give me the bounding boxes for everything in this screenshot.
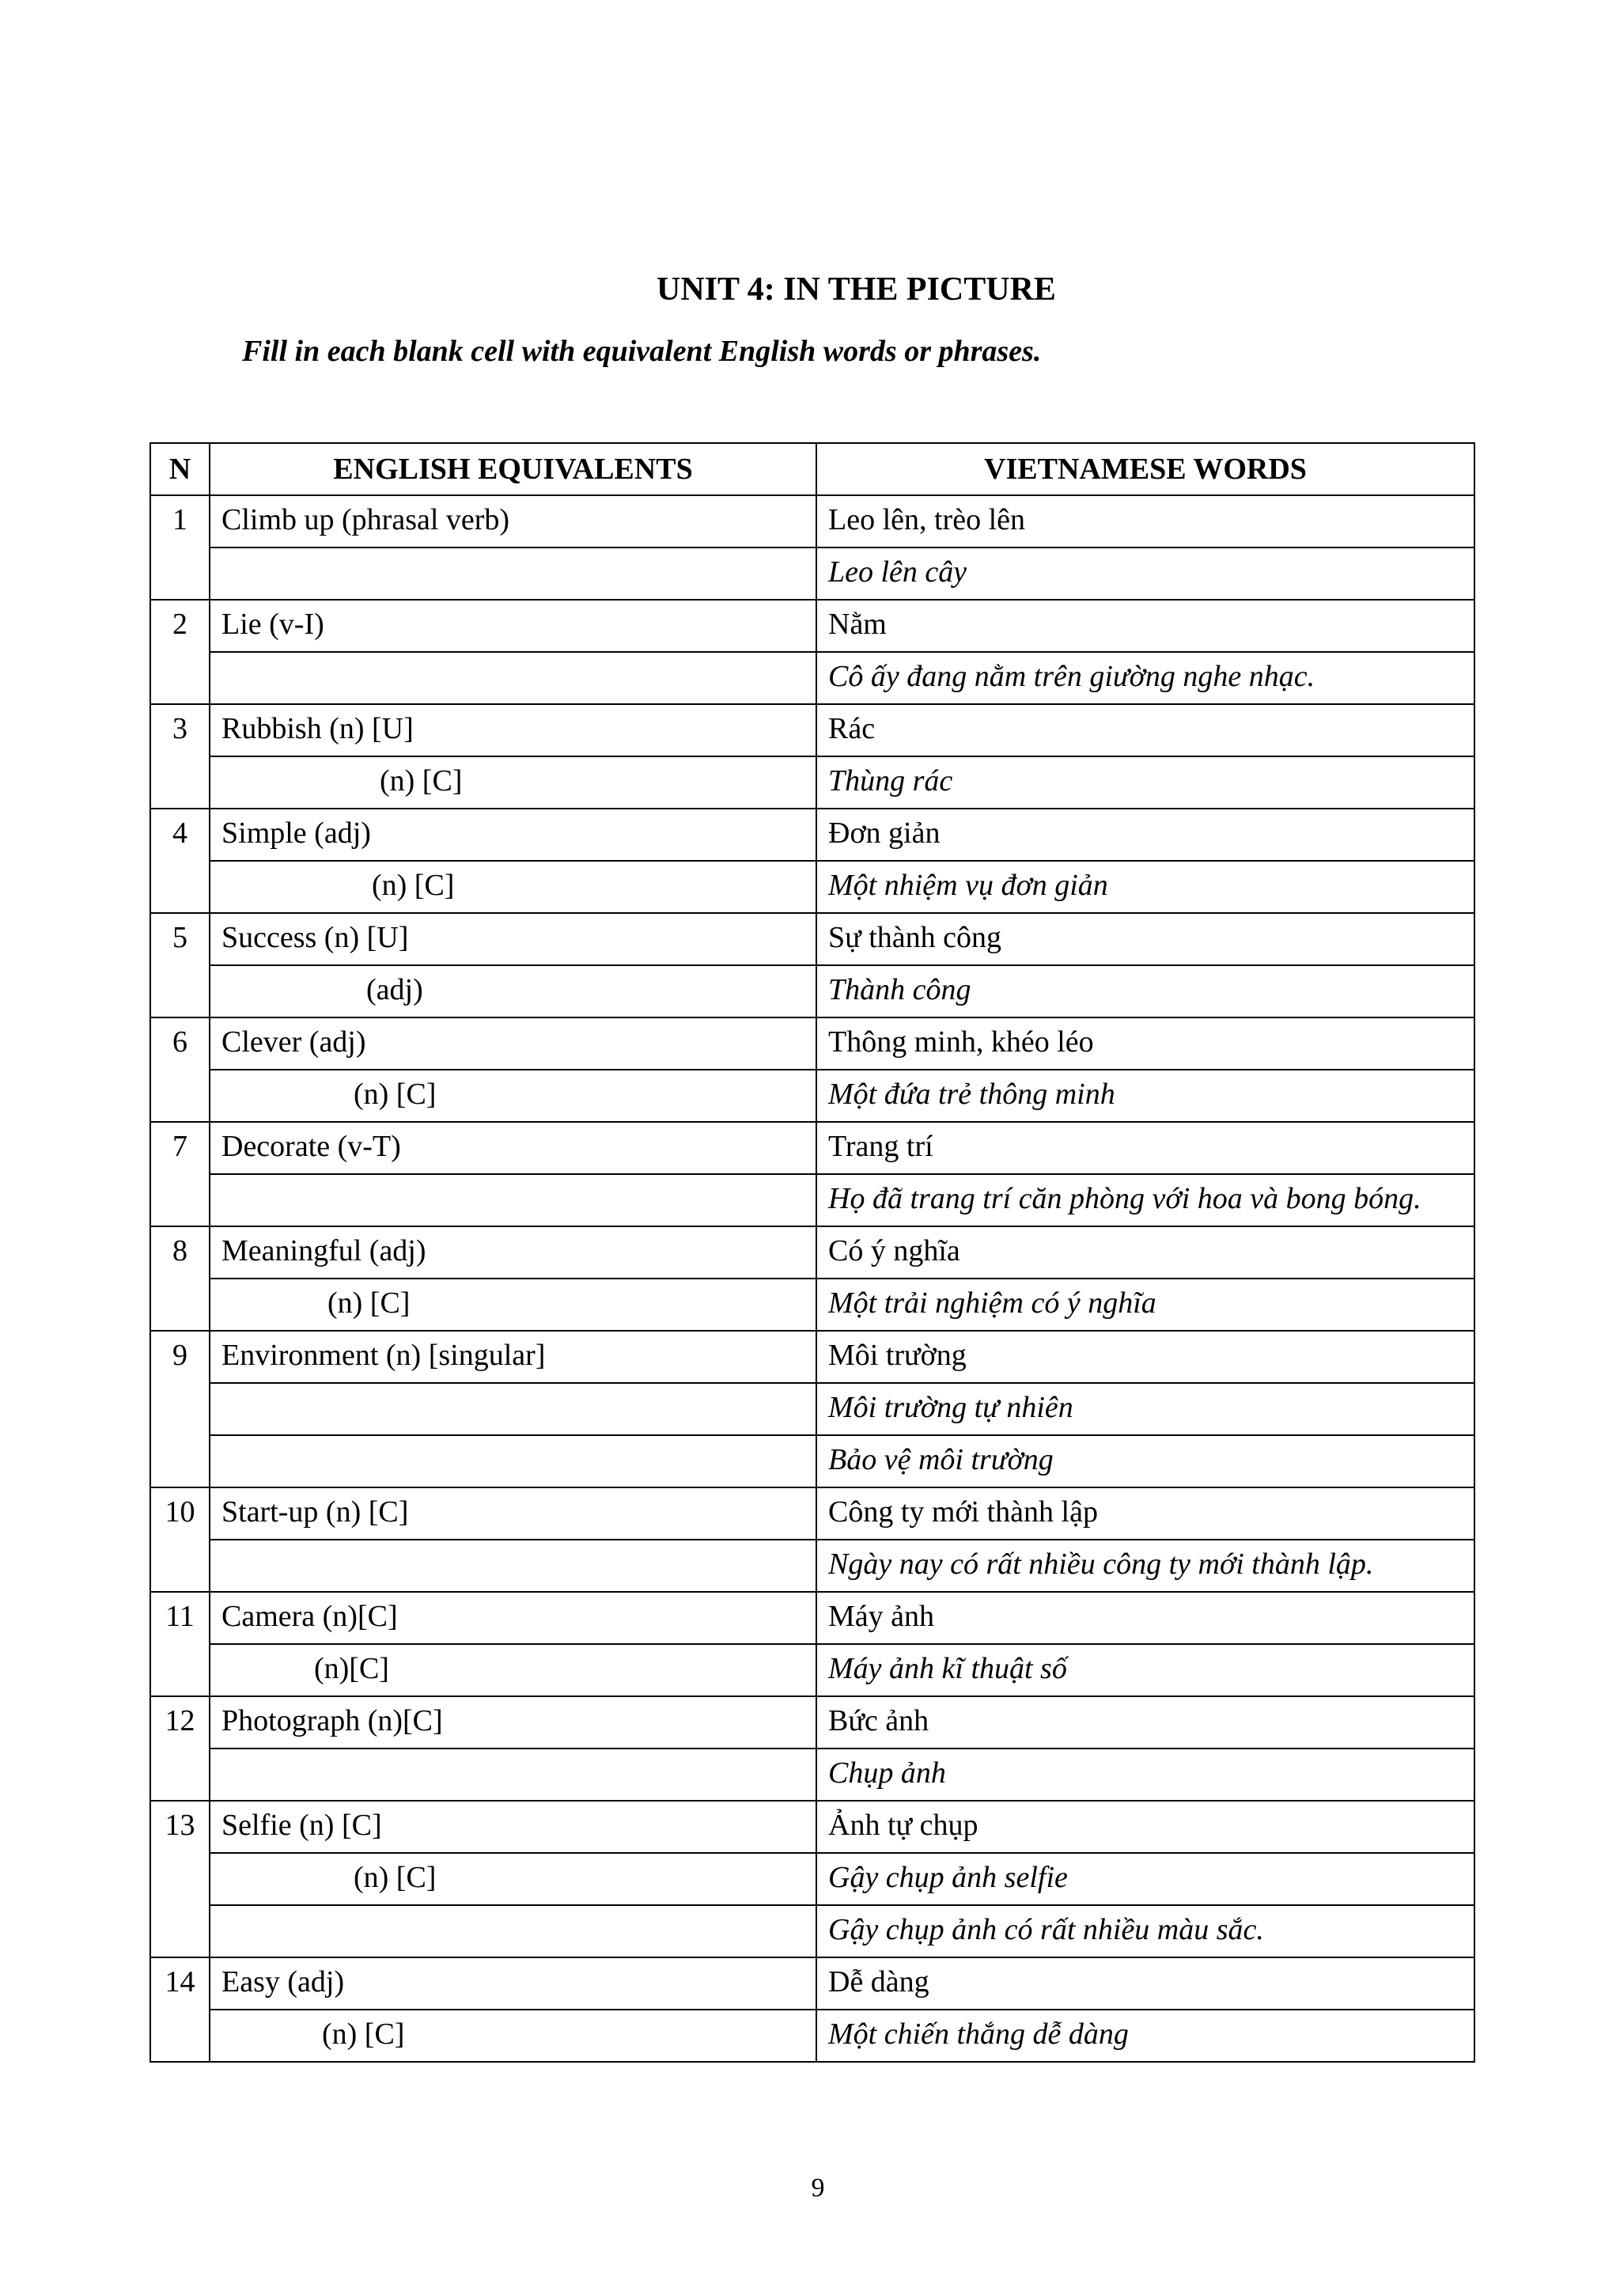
table-row <box>150 1957 1474 2010</box>
english-blank-cell[interactable] <box>210 1540 816 1592</box>
vietnamese-word-cell: Máy ảnh <box>816 1592 1474 1644</box>
vietnamese-word-cell: Đơn giản <box>816 809 1474 861</box>
english-cell: (n) [C] <box>210 861 816 913</box>
row-number: 13 <box>150 1801 210 1957</box>
vietnamese-word-cell: Thông minh, khéo léo <box>816 1017 1474 1070</box>
table-row <box>150 1279 1474 1331</box>
english-blank-cell[interactable] <box>210 547 816 600</box>
table-row <box>150 1070 1474 1122</box>
english-cell: Success (n) [U] <box>210 913 816 965</box>
table-row <box>150 1905 1474 1957</box>
english-cell: Start-up (n) [C] <box>210 1487 816 1540</box>
english-cell: Clever (adj) <box>210 1017 816 1070</box>
english-cell: (n) [C] <box>210 756 816 809</box>
table-row <box>150 704 1474 756</box>
row-number: 2 <box>150 600 210 704</box>
english-cell: Lie (v-I) <box>210 600 816 652</box>
table-header-row <box>150 443 1474 495</box>
vietnamese-example-cell: Một trải nghiệm có ý nghĩa <box>816 1279 1474 1331</box>
row-number: 8 <box>150 1226 210 1331</box>
english-cell: Photograph (n)[C] <box>210 1696 816 1749</box>
english-cell: Meaningful (adj) <box>210 1226 816 1279</box>
english-cell: Environment (n) [singular] <box>210 1331 816 1383</box>
english-blank-cell[interactable] <box>210 1383 816 1435</box>
english-cell: (adj) <box>210 965 816 1017</box>
english-blank-cell[interactable] <box>210 1435 816 1487</box>
vietnamese-word-cell: Nằm <box>816 600 1474 652</box>
english-blank-cell[interactable] <box>210 652 816 704</box>
table-row <box>150 1592 1474 1644</box>
header-vietnamese: VIETNAMESE WORDS <box>816 443 1474 495</box>
table-body <box>150 495 1474 2062</box>
english-blank-cell[interactable] <box>210 1749 816 1801</box>
vocabulary-table <box>150 442 1475 2063</box>
table-row <box>150 809 1474 861</box>
vietnamese-word-cell: Leo lên, trèo lên <box>816 495 1474 547</box>
vietnamese-word-cell: Trang trí <box>816 1122 1474 1174</box>
english-cell: Simple (adj) <box>210 809 816 861</box>
table-row <box>150 1331 1474 1383</box>
vietnamese-word-cell: Rác <box>816 704 1474 756</box>
english-cell: (n) [C] <box>210 1853 816 1905</box>
instruction-text: Fill in each blank cell with equivalent English words or phrases. <box>242 335 1042 368</box>
vietnamese-example-cell: Một nhiệm vụ đơn giản <box>816 861 1474 913</box>
english-blank-cell[interactable] <box>210 1905 816 1957</box>
page-title: UNIT 4: IN THE PICTURE <box>657 271 1056 308</box>
table-row <box>150 1122 1474 1174</box>
vietnamese-example-cell: Ngày nay có rất nhiều công ty mới thành lập. <box>816 1540 1474 1592</box>
header-n: N <box>150 443 210 495</box>
row-number: 4 <box>150 809 210 913</box>
vietnamese-word-cell: Ảnh tự chụp <box>816 1801 1474 1853</box>
table-row <box>150 965 1474 1017</box>
table-row <box>150 600 1474 652</box>
english-cell: (n) [C] <box>210 1070 816 1122</box>
table-row <box>150 1226 1474 1279</box>
table-row <box>150 1696 1474 1749</box>
vietnamese-example-cell: Môi trường tự nhiên <box>816 1383 1474 1435</box>
vietnamese-example-cell: Họ đã trang trí căn phòng với hoa và bong bóng. <box>816 1174 1474 1226</box>
table-row <box>150 652 1474 704</box>
english-cell: Easy (adj) <box>210 1957 816 2010</box>
page-number: 9 <box>811 2173 825 2203</box>
table-row <box>150 495 1474 547</box>
english-blank-cell[interactable] <box>210 1174 816 1226</box>
table-row <box>150 1801 1474 1853</box>
english-cell: Selfie (n) [C] <box>210 1801 816 1853</box>
table-row <box>150 2010 1474 2062</box>
vietnamese-example-cell: Gậy chụp ảnh selfie <box>816 1853 1474 1905</box>
vietnamese-word-cell: Bức ảnh <box>816 1696 1474 1749</box>
table-row <box>150 861 1474 913</box>
table-row <box>150 1749 1474 1801</box>
vietnamese-example-cell: Cô ấy đang nằm trên giường nghe nhạc. <box>816 652 1474 704</box>
row-number: 1 <box>150 495 210 600</box>
vietnamese-word-cell: Công ty mới thành lập <box>816 1487 1474 1540</box>
row-number: 10 <box>150 1487 210 1592</box>
vietnamese-example-cell: Máy ảnh kĩ thuật số <box>816 1644 1474 1696</box>
table-row <box>150 1174 1474 1226</box>
row-number: 5 <box>150 913 210 1017</box>
table-row <box>150 1853 1474 1905</box>
english-cell: Rubbish (n) [U] <box>210 704 816 756</box>
table-row <box>150 1435 1474 1487</box>
english-cell: Decorate (v-T) <box>210 1122 816 1174</box>
row-number: 11 <box>150 1592 210 1696</box>
english-cell: (n)[C] <box>210 1644 816 1696</box>
vietnamese-example-cell: Thùng rác <box>816 756 1474 809</box>
row-number: 9 <box>150 1331 210 1487</box>
vietnamese-word-cell: Môi trường <box>816 1331 1474 1383</box>
english-cell: Climb up (phrasal verb) <box>210 495 816 547</box>
english-cell: Camera (n)[C] <box>210 1592 816 1644</box>
table-row <box>150 1487 1474 1540</box>
vietnamese-example-cell: Một đứa trẻ thông minh <box>816 1070 1474 1122</box>
vietnamese-example-cell: Chụp ảnh <box>816 1749 1474 1801</box>
row-number: 6 <box>150 1017 210 1122</box>
header-english: ENGLISH EQUIVALENTS <box>210 443 816 495</box>
table-row <box>150 913 1474 965</box>
vietnamese-word-cell: Sự thành công <box>816 913 1474 965</box>
table-row <box>150 547 1474 600</box>
row-number: 3 <box>150 704 210 809</box>
table-row <box>150 1017 1474 1070</box>
row-number: 14 <box>150 1957 210 2062</box>
vietnamese-word-cell: Có ý nghĩa <box>816 1226 1474 1279</box>
english-cell: (n) [C] <box>210 2010 816 2062</box>
row-number: 12 <box>150 1696 210 1801</box>
english-cell: (n) [C] <box>210 1279 816 1331</box>
vietnamese-example-cell: Leo lên cây <box>816 547 1474 600</box>
vietnamese-example-cell: Thành công <box>816 965 1474 1017</box>
vietnamese-example-cell: Gậy chụp ảnh có rất nhiều màu sắc. <box>816 1905 1474 1957</box>
table-row <box>150 756 1474 809</box>
row-number: 7 <box>150 1122 210 1226</box>
table-row <box>150 1383 1474 1435</box>
vietnamese-example-cell: Một chiến thắng dễ dàng <box>816 2010 1474 2062</box>
vietnamese-example-cell: Bảo vệ môi trường <box>816 1435 1474 1487</box>
table-row <box>150 1644 1474 1696</box>
vietnamese-word-cell: Dễ dàng <box>816 1957 1474 2010</box>
table-row <box>150 1540 1474 1592</box>
